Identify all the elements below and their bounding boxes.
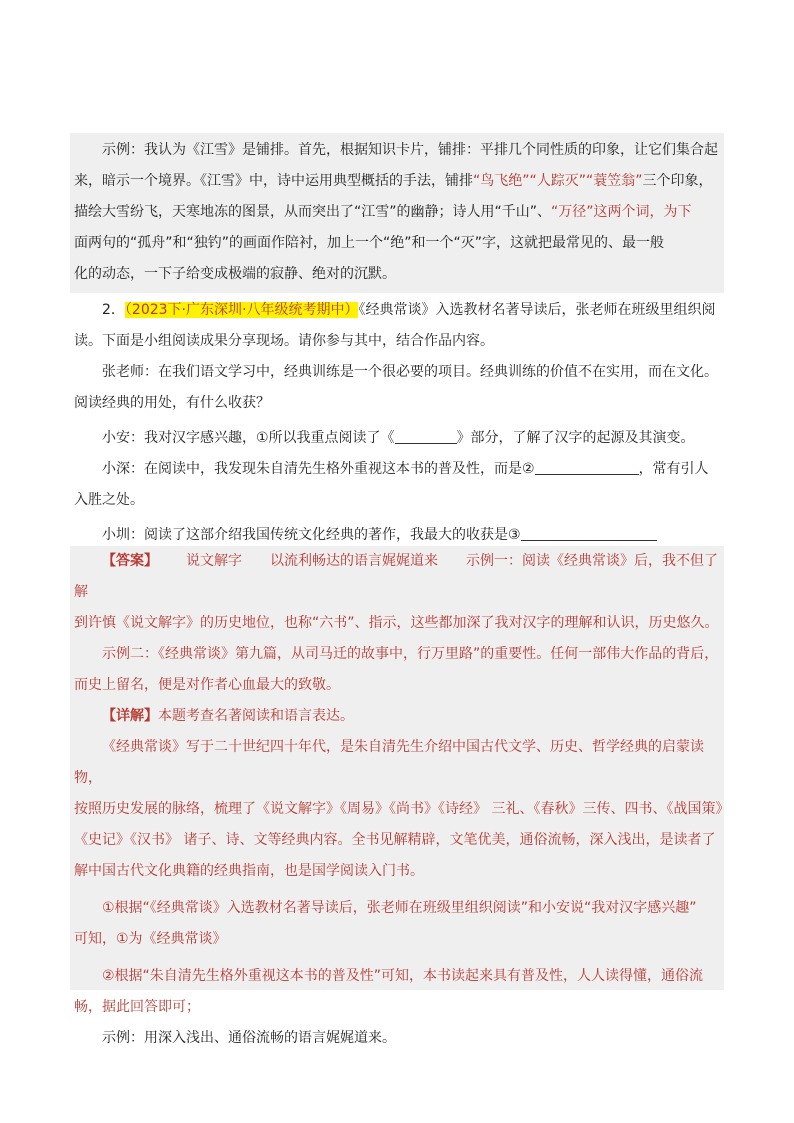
detail-p2-line-2: 可知，①为《经典常谈》 <box>74 931 227 947</box>
xiaoshen-line <box>70 454 724 485</box>
detail-p1-line-4: 解中国古代文化典籍的经典指南，也是国学阅读入门书。 <box>74 863 424 879</box>
example-line-5: 化的动态，一下子给变成极端的寂静、绝对的沉默。 <box>74 266 396 282</box>
answer-2: 以流利畅达的语言娓娓道来 <box>270 553 438 569</box>
answer-3-line-1: 示例一：阅读《经典常谈》后，我不但了解 <box>74 553 718 600</box>
example-line-1: 示例：我认为《江雪》是铺排。首先，根据知识卡片，铺排：平排几个同性质的印象，让它们集合起 <box>102 142 718 158</box>
teacher-line-1: 张老师：在我们语文学习中，经典训练是一个很必要的项目。经典训练的价值不在实用，而在文化。 <box>102 364 718 380</box>
xiaoshen-line-2: 入胜之处。 <box>74 492 144 508</box>
answer-block <box>70 546 730 1046</box>
answer-1: 说文解字 <box>186 553 242 569</box>
answer-3-line-2: 到许慎《说文解字》的历史地位，也称“六书”、指示，这些都加深了我对汉字的理解和认识，历史悠久。 <box>74 615 719 631</box>
example-line-3-text: 描绘大雪纷飞，天寒地冻的图景，从而突出了“江雪”的幽静；诗人用“千山”、 <box>74 204 552 220</box>
example-line-2-end: 三个印象， <box>642 173 713 189</box>
blank-2[interactable] <box>535 460 639 475</box>
detail-intro: 本题考查名著阅读和语言表达。 <box>158 708 354 724</box>
example-line-2-text: 来，暗示一个境界。《江雪》中，诗中运用典型概括的手法，铺排 <box>74 173 473 189</box>
question-line-1 <box>70 295 724 326</box>
xiaoshen-text-a: 小深：在阅读中，我发现朱自清先生格外重视这本书的普及性，而是② <box>102 461 535 477</box>
detail-p3-line-1: ②根据“朱自清先生格外重视这本书的普及性”可知，本书读起来具有普及性，人人读得懂，通俗流 <box>102 968 704 984</box>
example-block <box>70 133 724 293</box>
xiaoan-line <box>70 423 724 454</box>
teacher-line-2: 阅读经典的用处，有什么收获？ <box>74 395 270 411</box>
blank-3[interactable] <box>521 526 657 541</box>
xiaoan-text-a: 小安：我对汉字感兴趣，①所以我重点阅读了《 <box>102 430 395 446</box>
question-source: （2023下·广东深圳·八年级统考期中） <box>124 302 359 318</box>
detail-p1-line-3: 《史记》《汉书》 诸子、诗、文等经典内容。全书见解精辟，文笔优美，通俗流畅，深入浅出，是读者了 <box>74 832 716 848</box>
example-line-3 <box>70 197 724 228</box>
answer-label: 【答案】 <box>102 553 158 569</box>
question-line-1-rest: 《经典常谈》入选教材名著导读后，张老师在班级里组织阅 <box>358 302 716 318</box>
xiaoan-text-b: 》部分，了解了汉字的起源及其演变。 <box>456 430 695 446</box>
answer-line-1 <box>70 546 724 608</box>
answer-ex2-line-1: 示例二：《经典常谈》第九篇，从司马迁的故事中，行万里路”的重要性。任何一部伟大作品的背后， <box>102 646 719 662</box>
question-line-2: 读。下面是小组阅读成果分享现场。请你参与其中，结合作品内容。 <box>74 333 494 349</box>
xiaozhen-text: 小圳：阅读了这部介绍我国传统文化经典的著作，我最大的收获是③ <box>102 527 521 543</box>
example-red-phrase-1: “鸟飞绝”“人踪灭”“蓑笠翁” <box>473 173 643 189</box>
detail-p4: 示例：用深入浅出、通俗流畅的语言娓娓道来。 <box>102 1030 396 1046</box>
example-red-phrase-2: “万径”这两个词，为下 <box>551 204 692 220</box>
detail-p2-line-1: ①根据“《经典常谈》入选教材名著导读后，张老师在班级里组织阅读”和小安说“我对汉字感兴趣” <box>102 900 697 916</box>
detail-label: 【详解】 <box>102 708 158 724</box>
question-block <box>70 295 724 545</box>
blank-1[interactable] <box>395 429 457 444</box>
example-line-4: 面两句的“孤舟”和“独钓”的画面作陪衬，加上一个“绝”和一个“灭”字，这就把最常见的、最一般 <box>74 235 665 251</box>
detail-p1-line-2: 按照历史发展的脉络，梳理了《说文解字》《周易》《尚书》《诗经》 三礼、《春秋》三传、四书、《战国策》 <box>74 801 730 817</box>
answer-ex2-line-2: 而史上留名，便是对作者心血最大的致敬。 <box>74 677 340 693</box>
question-number: 2． <box>102 302 125 318</box>
detail-p1-line-1: 《经典常谈》写于二十世纪四十年代，是朱自清先生介绍中国古代文学、历史、哲学经典的启蒙读物， <box>74 739 704 786</box>
example-line-2 <box>70 166 724 197</box>
xiaoshen-text-b: ，常有引人 <box>638 461 709 477</box>
detail-intro-line <box>70 701 724 732</box>
detail-p3-line-2: 畅，据此回答即可； <box>74 999 200 1015</box>
